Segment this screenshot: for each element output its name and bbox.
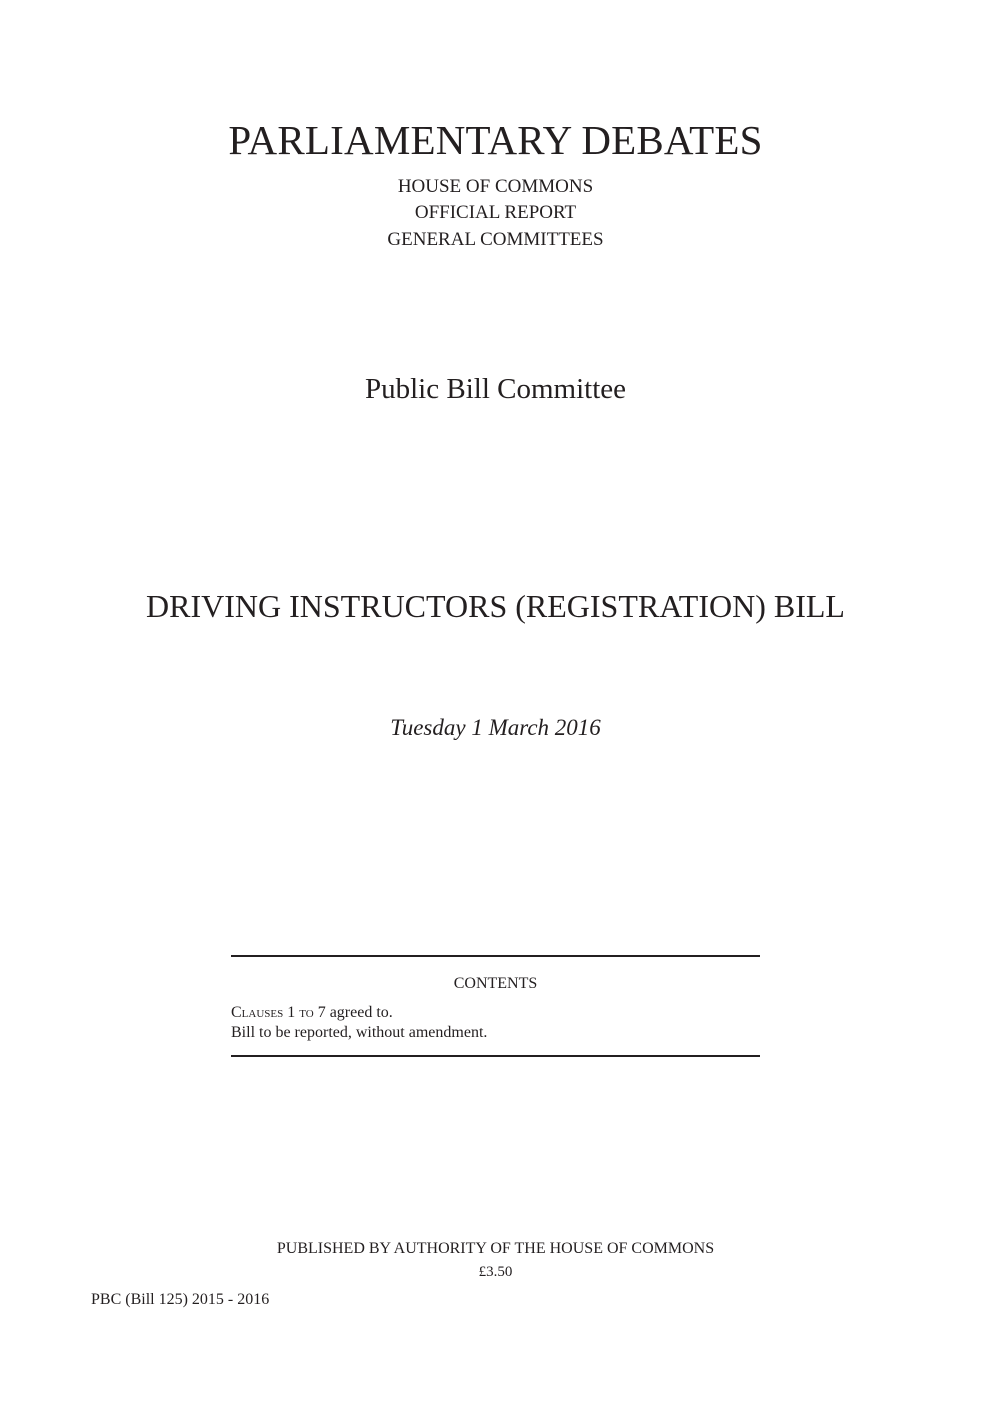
contents-clause-end: 7 agreed to. — [313, 1004, 393, 1021]
bill-title: DRIVING INSTRUCTORS (REGISTRATION) BILL — [146, 588, 845, 624]
document-reference: PBC (Bill 125) 2015 - 2016 — [91, 1291, 270, 1308]
subheading-committees: GENERAL COMMITTEES — [387, 229, 604, 250]
subheading-house: HOUSE OF COMMONS — [397, 176, 594, 197]
contents-item-clauses — [231, 1003, 393, 1023]
contents-to-word: to — [299, 1004, 314, 1021]
price: £3.50 — [478, 1264, 513, 1280]
subheading-report: OFFICIAL REPORT — [414, 202, 577, 223]
contents-heading: CONTENTS — [453, 975, 538, 992]
committee-name: Public Bill Committee — [365, 373, 626, 405]
document-title: PARLIAMENTARY DEBATES — [228, 117, 763, 163]
sitting-date: Tuesday 1 March 2016 — [390, 715, 601, 740]
contents-clauses-word: Clauses — [231, 1004, 284, 1021]
publisher-statement: PUBLISHED BY AUTHORITY OF THE HOUSE OF COMMONS — [276, 1240, 715, 1257]
contents-item-report: Bill to be reported, without amendment. — [231, 1024, 488, 1041]
contents-top-rule — [231, 955, 760, 957]
contents-clause-start: 1 — [283, 1004, 300, 1021]
contents-bottom-rule — [231, 1055, 760, 1057]
